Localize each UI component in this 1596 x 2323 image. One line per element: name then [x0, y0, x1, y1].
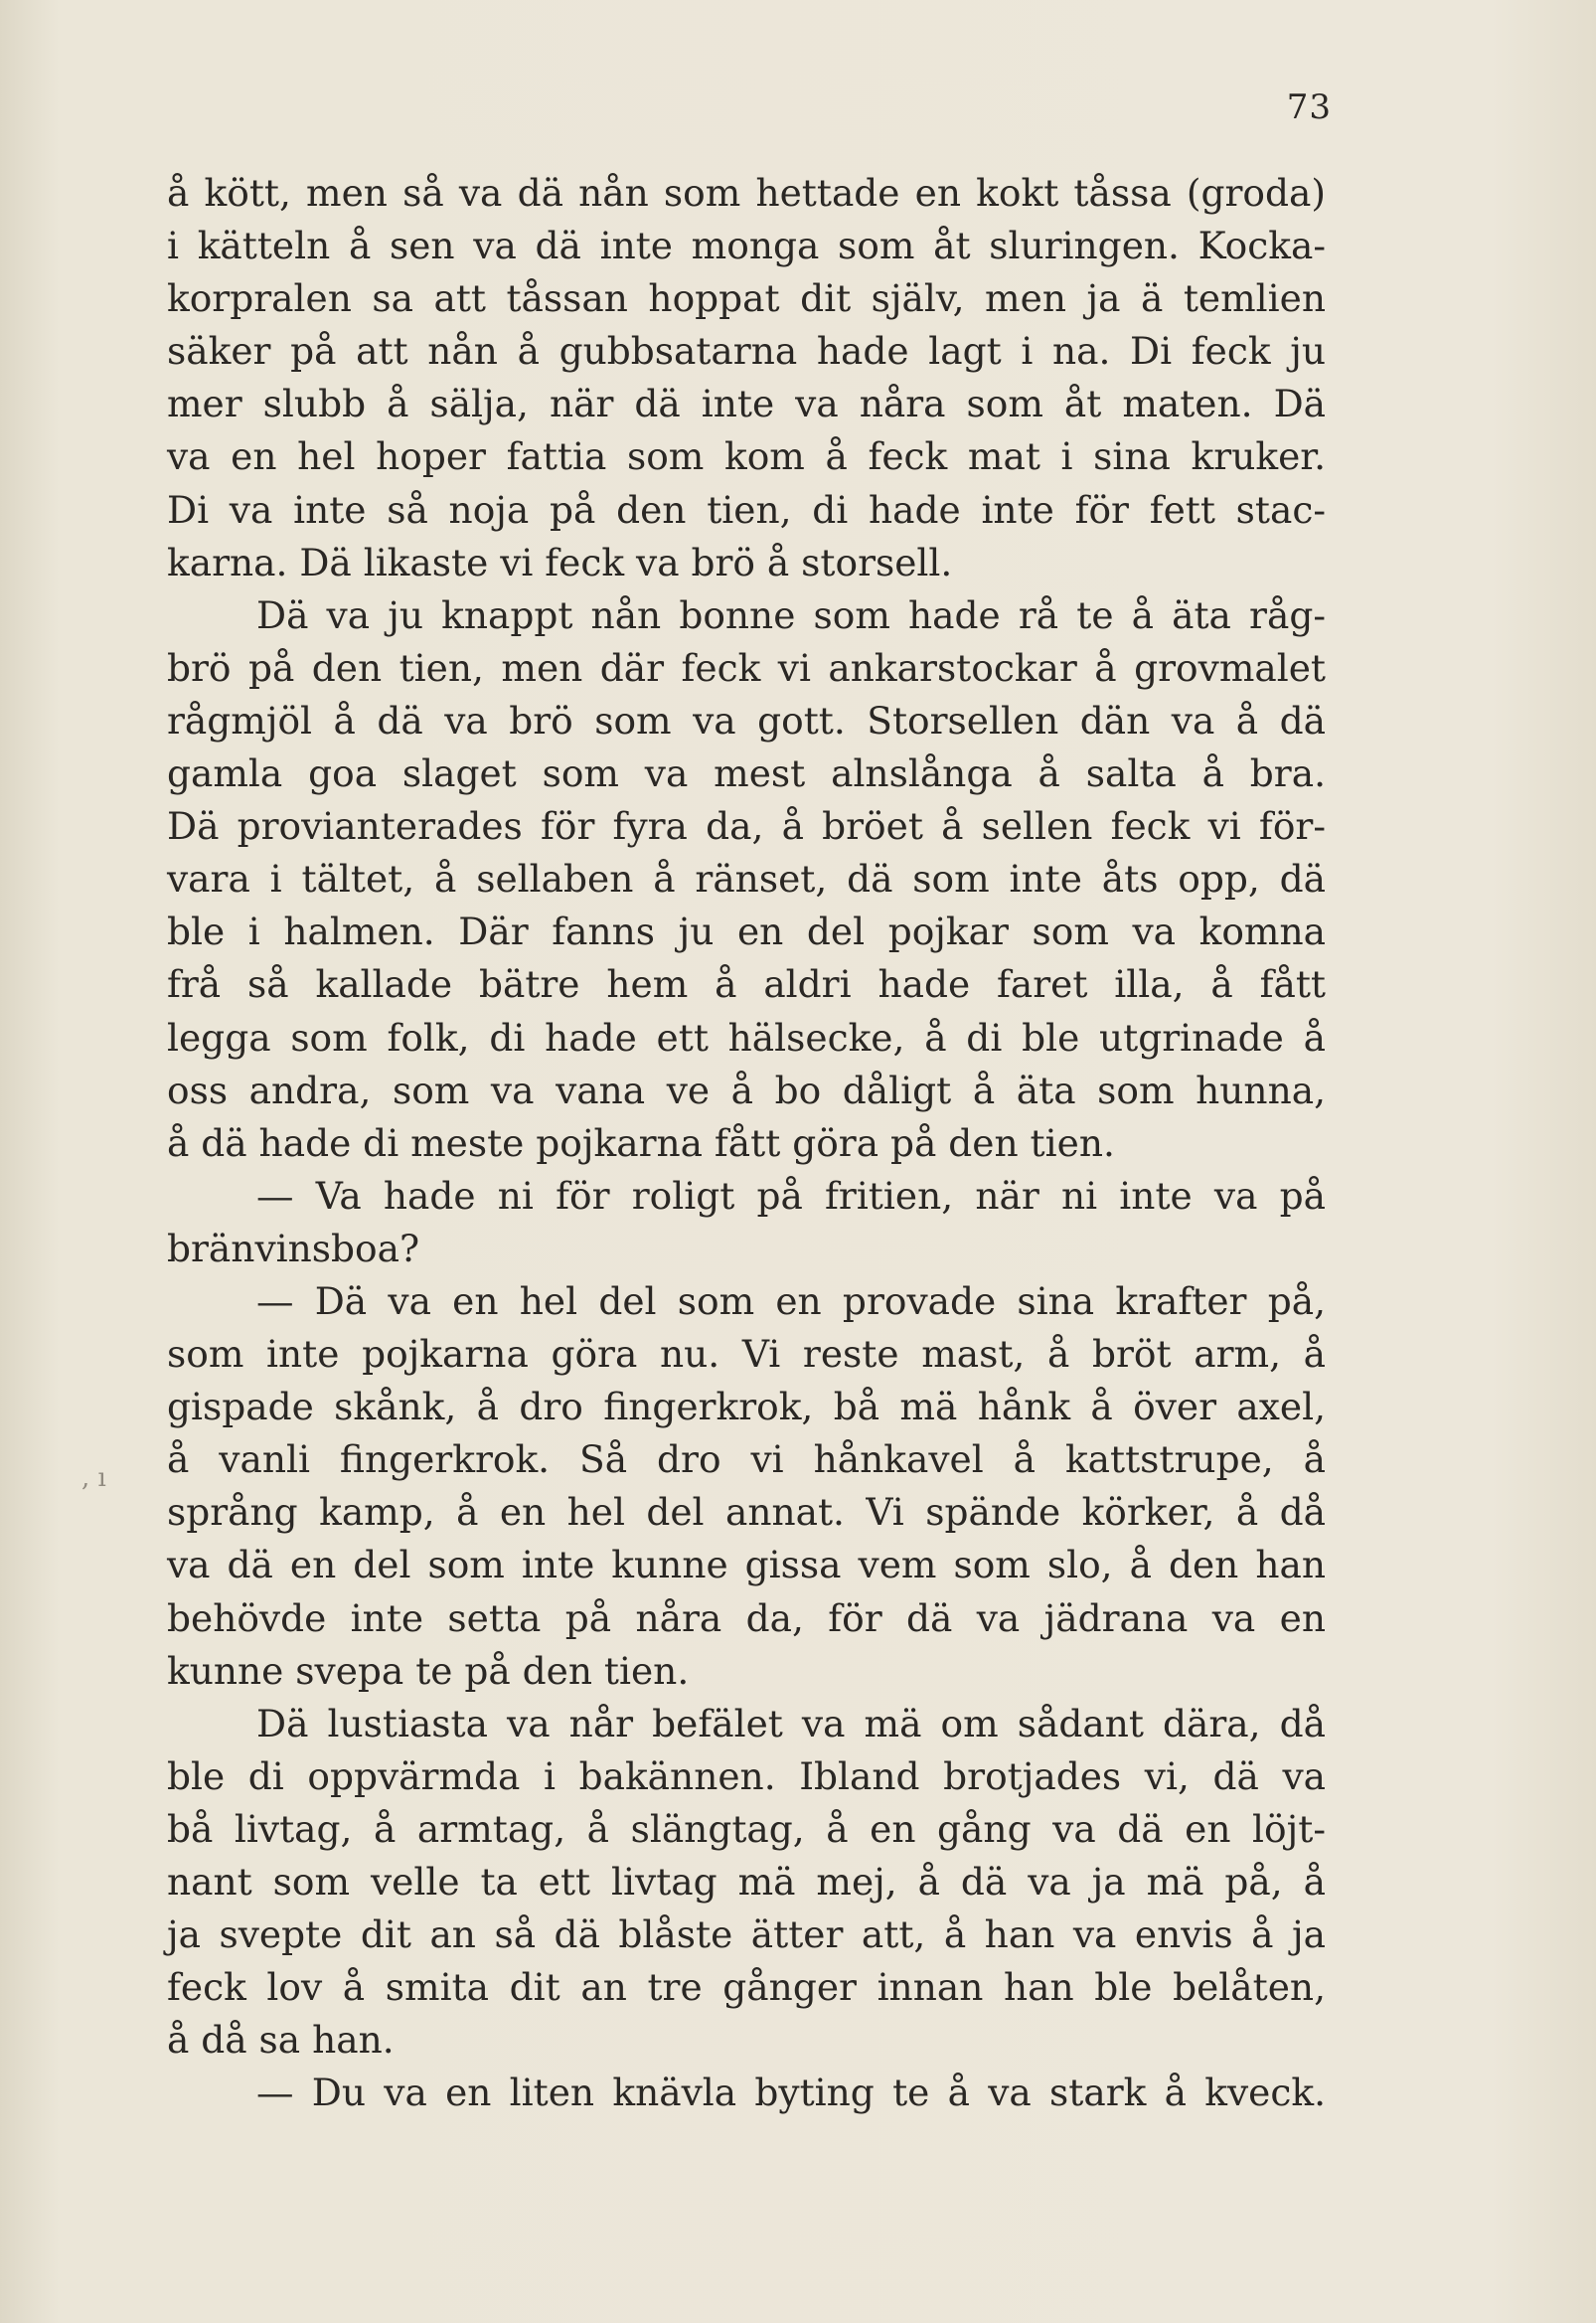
text-line: gispade skånk, å dro fingerkrok, bå mä hånk å över axel, — [167, 1385, 1326, 1429]
text-line: brö på den tien, men där feck vi ankarstockar å grovmalet — [167, 645, 1326, 690]
text-line: ble i halmen. Där fanns ju en del pojkar som va komna — [167, 910, 1326, 954]
text-line: språng kamp, å en hel del annat. Vi spände körker, å då — [167, 1490, 1326, 1535]
text-line: frå så kallade bätre hem å aldri hade faret illa, å fått — [167, 962, 1326, 1007]
text-line: å vanli fingerkrok. Så dro vi hånkavel å kattstrupe, å — [167, 1437, 1326, 1482]
text-line: i kätteln å sen va dä inte monga som åt sluringen. Kocka- — [167, 224, 1326, 268]
text-line: Dä provianterades för fyra da, å bröet å sellen feck vi för- — [167, 804, 1326, 849]
text-line: — Dä va en hel del som en provade sina krafter på, — [256, 1278, 1326, 1323]
text-line: Dä lustiasta va når befälet va mä om sådant dära, då — [256, 1701, 1326, 1745]
page-number: 73 — [1286, 87, 1332, 127]
text-line: feck lov å smita dit an tre gånger innan han ble belåten, — [167, 1965, 1326, 2010]
text-line: va dä en del som inte kunne gissa vem som slo, å den han — [167, 1543, 1326, 1587]
text-line: legga som folk, di hade ett hälsecke, å di ble utgrinade å — [167, 1015, 1326, 1060]
text-line: — Du va en liten knävla byting te å va stark å kveck. — [256, 2071, 1326, 2115]
text-line: Dä va ju knappt nån bonne som hade rå te å äta råg- — [256, 592, 1326, 637]
text-line: vara i tältet, å sellaben å ränset, dä som inte åts opp, dä — [167, 857, 1326, 902]
text-line: va en hel hoper fattia som kom å feck mat i sina kruker. — [167, 434, 1326, 479]
text-line: rågmjöl å dä va brö som va gott. Storsellen dän va å dä — [167, 698, 1326, 743]
text-line: bränvinsboa? — [167, 1226, 420, 1270]
text-line: korpralen sa att tåssan hoppat dit själv, men ja ä temlien — [167, 276, 1326, 321]
body-text — [167, 167, 1326, 2119]
text-line: nant som velle ta ett livtag mä mej, å dä va ja mä på, å — [167, 1860, 1326, 1904]
text-line: å dä hade di meste pojkarna fått göra på den tien. — [167, 1120, 1115, 1165]
text-line: mer slubb å sälja, när dä inte va nåra som åt maten. Dä — [167, 382, 1326, 426]
text-line: ja svepte dit an så dä blåste ätter att, å han va envis å ja — [167, 1912, 1326, 1957]
text-line: å då sa han. — [167, 2018, 395, 2063]
text-line: Di va inte så noja på den tien, di hade inte för fett stac- — [167, 487, 1326, 532]
text-line: gamla goa slaget som va mest alnslånga å salta å bra. — [167, 751, 1326, 796]
text-line: å kött, men så va dä nån som hettade en kokt tåssa (groda) — [167, 171, 1326, 215]
text-line: behövde inte setta på nåra da, för dä va jädrana va en — [167, 1595, 1326, 1640]
text-line: som inte pojkarna göra nu. Vi reste mast, å bröt arm, å — [167, 1332, 1326, 1377]
text-line: säker på att nån å gubbsatarna hade lagt i na. Di feck ju — [167, 329, 1326, 374]
text-line: kunne svepa te på den tien. — [167, 1648, 690, 1693]
text-line: bå livtag, å armtag, å slängtag, å en gång va dä en löjt- — [167, 1806, 1326, 1851]
text-line: karna. Dä likaste vi feck va brö å storsell. — [167, 540, 953, 584]
text-line: oss andra, som va vana ve å bo dåligt å äta som hunna, — [167, 1068, 1326, 1112]
margin-mark: , ı — [81, 1463, 106, 1493]
text-line: — Va hade ni för roligt på fritien, när ni inte va på — [256, 1173, 1326, 1218]
text-line: ble di oppvärmda i bakännen. Ibland brotjades vi, dä va — [167, 1753, 1326, 1798]
